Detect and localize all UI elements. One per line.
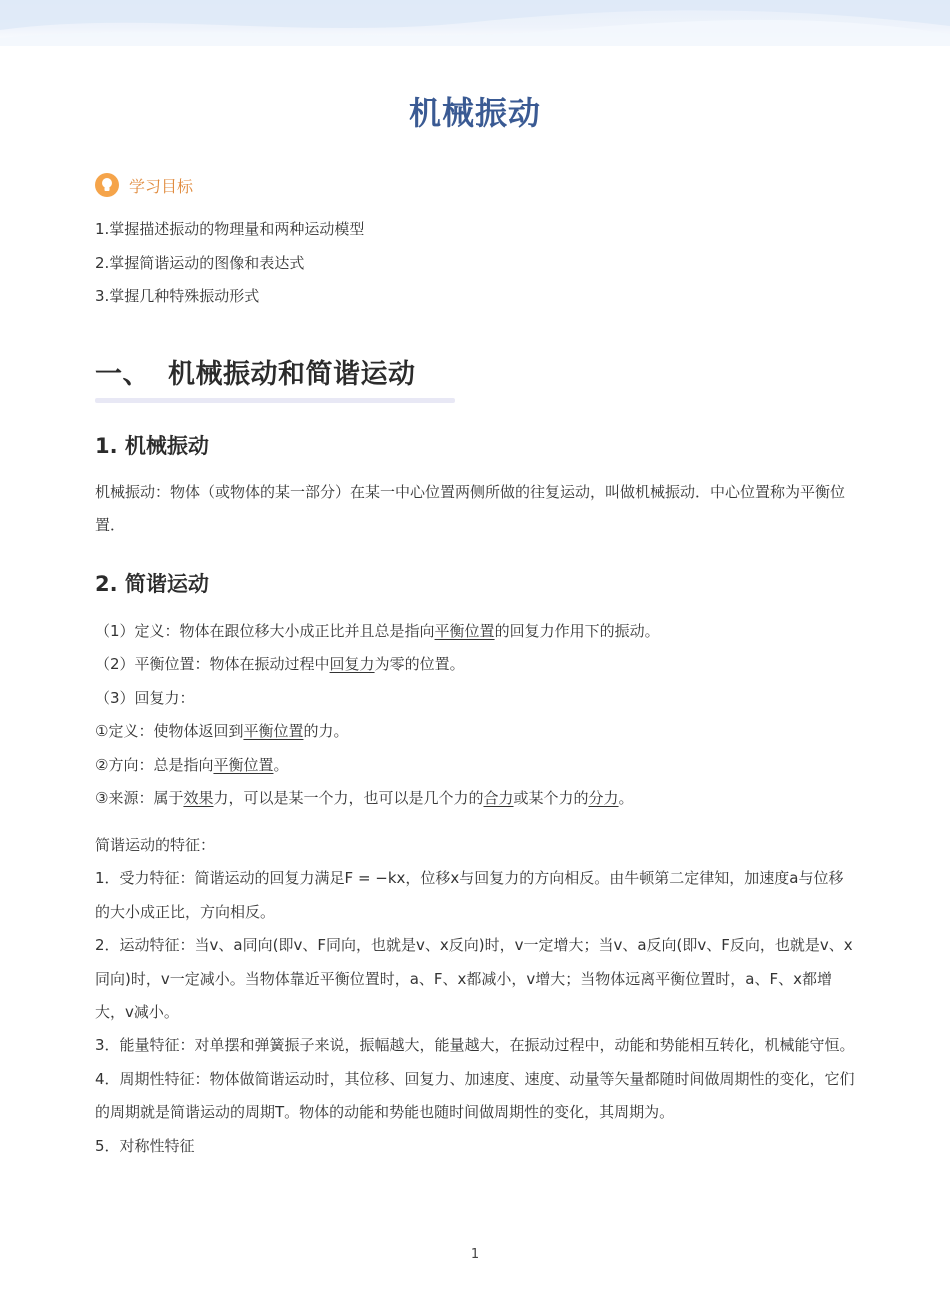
subsection-heading: 2. 简谐运动 xyxy=(95,572,209,596)
subsection-heading: 1. 机械振动 xyxy=(95,434,209,458)
restoring-force-source: ③来源：属于效果力，可以是某一个力，也可以是几个力的合力或某个力的分力。 xyxy=(95,789,634,808)
objective-item: 1.掌握描述振动的物理量和两种运动模型 xyxy=(95,220,365,238)
equilibrium-line: （2）平衡位置：物体在振动过程中回复力为零的位置。 xyxy=(95,655,465,674)
section-underline xyxy=(95,398,455,403)
restoring-force-direction: ②方向：总是指向平衡位置。 xyxy=(95,755,289,774)
features-block xyxy=(95,829,855,1163)
shm-definitions xyxy=(95,615,855,815)
objective-item: 3.掌握几种特殊振动形式 xyxy=(95,287,260,305)
objectives-label: 学习目标 xyxy=(129,176,194,196)
section-number: 一、 xyxy=(95,359,150,390)
section-heading xyxy=(95,352,416,391)
objectives-header xyxy=(95,172,193,198)
wave-decoration xyxy=(0,0,950,46)
objectives-list xyxy=(95,216,364,317)
feature-symmetry: 5．对称性特征 xyxy=(95,1136,195,1155)
header-decoration xyxy=(0,0,950,46)
section-title: 机械振动和简谐运动 xyxy=(168,359,416,390)
restoring-force-heading: （3）回复力： xyxy=(95,688,195,707)
lightbulb-icon xyxy=(95,173,119,197)
page-title: 机械振动 xyxy=(408,94,541,132)
definition-paragraph: 机械振动：物体（或物体的某一部分）在某一中心位置两侧所做的往复运动，叫做机械振动．中心位置称为平衡位置． xyxy=(95,483,846,535)
feature-energy: 3．能量特征：对单摆和弹簧振子来说，振幅越大，能量越大，在振动过程中，动能和势能相互转化，机械能守恒。 xyxy=(95,1036,855,1055)
shm-definition-line: （1）定义：物体在跟位移大小成正比并且总是指向平衡位置的回复力作用下的振动。 xyxy=(95,622,660,640)
feature-periodicity: 4．周期性特征：物体做简谐运动时，其位移、回复力、加速度、速度、动量等矢量都随时间做周期性的变化，它们的周期就是简谐运动的周期T。物体的动能和势能也随时间做周期性的变化，其周期为。 xyxy=(95,1069,855,1122)
page-number: 1 xyxy=(470,1247,480,1262)
restoring-force-definition: ①定义：使物体返回到平衡位置的力。 xyxy=(95,722,349,741)
features-heading: 简谐运动的特征： xyxy=(95,836,216,854)
objective-item: 2.掌握简谐运动的图像和表达式 xyxy=(95,253,305,272)
feature-motion: 2．运动特征：当v、a同向(即v、F同向，也就是v、x反向)时，v一定增大；当v、a反向(即v、F反向，也就是v、x同向)时，v一定减小。当物体靠近平衡位置时，a、F、x都减小，v增大；当物体远离平衡位置时，a、F、x都增大，v减小。 xyxy=(95,936,853,1022)
feature-force: 1．受力特征：简谐运动的回复力满足F = −kx，位移x与回复力的方向相反。由牛顿第二定律知，加速度a与位移的大小成正比，方向相反。 xyxy=(95,869,844,921)
